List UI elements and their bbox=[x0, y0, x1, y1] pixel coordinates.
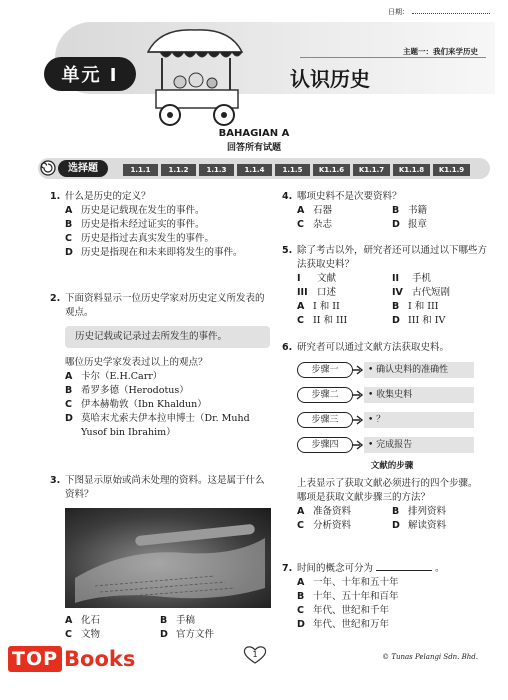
question-type-label: 选择题 bbox=[58, 160, 108, 177]
step-row bbox=[297, 359, 487, 381]
option-text: 历史是指过去真实发生的事件。 bbox=[81, 233, 215, 244]
option-letter: D bbox=[392, 219, 400, 230]
copyright: © Tunas Pelangi Sdn. Bhd. bbox=[382, 653, 478, 661]
item-iii bbox=[297, 286, 392, 300]
item-numeral: I bbox=[297, 273, 301, 284]
option-letter: C bbox=[65, 233, 72, 244]
option-row bbox=[297, 505, 492, 519]
step-label: 步骤一 bbox=[297, 362, 353, 378]
skill-code: 1.1.5 bbox=[275, 164, 310, 176]
option-row bbox=[297, 300, 492, 314]
skill-code: 1.1.4 bbox=[237, 164, 272, 176]
option-letter: B bbox=[65, 219, 73, 230]
question-5 bbox=[282, 244, 492, 328]
date-label: 日期： bbox=[388, 8, 409, 16]
option-letter: C bbox=[297, 605, 304, 616]
option-letter: A bbox=[65, 615, 73, 626]
item-iv bbox=[392, 286, 487, 300]
question-text: 什么是历史的定义？ bbox=[65, 191, 151, 202]
swirl-icon bbox=[40, 160, 56, 176]
step-label: 步骤四 bbox=[297, 437, 353, 453]
question-7 bbox=[282, 562, 492, 632]
option-letter: A bbox=[297, 301, 305, 312]
option-b bbox=[65, 384, 265, 398]
option-d bbox=[392, 218, 487, 232]
item-numeral: IV bbox=[392, 287, 403, 298]
question-text-after: 。 bbox=[435, 563, 445, 574]
question-text: 研究者可以通过文献方法获取史料。 bbox=[297, 342, 450, 353]
option-a bbox=[65, 204, 260, 218]
option-text: 排列资料 bbox=[408, 506, 447, 517]
option-letter: D bbox=[65, 413, 73, 424]
option-letter: B bbox=[392, 205, 400, 216]
question-2 bbox=[50, 292, 265, 440]
step-row bbox=[297, 434, 487, 456]
scroll-image bbox=[65, 508, 271, 608]
option-row bbox=[65, 614, 270, 628]
option-letter: B bbox=[160, 615, 168, 626]
item-i bbox=[297, 272, 392, 286]
option-letter: B bbox=[65, 385, 73, 396]
step-description: • ？ bbox=[364, 412, 474, 428]
option-c bbox=[65, 398, 265, 412]
skill-code: K1.1.9 bbox=[433, 164, 470, 176]
item-text: 手机 bbox=[412, 273, 432, 284]
question-4 bbox=[282, 190, 492, 232]
question-number: 5. bbox=[282, 245, 293, 256]
skill-code: 1.1.2 bbox=[161, 164, 196, 176]
option-text: 卡尔（E.H.Carr） bbox=[81, 371, 163, 382]
chapter-title: 认识历史 bbox=[290, 67, 370, 91]
option-b bbox=[297, 590, 492, 604]
option-text: 历史是指未经过证实的事件。 bbox=[81, 219, 205, 230]
question-prompt: 哪位历史学家发表过以上的观点？ bbox=[65, 357, 208, 368]
item-text: 古代短剧 bbox=[412, 287, 451, 298]
option-letter: A bbox=[297, 506, 305, 517]
option-letter: A bbox=[65, 371, 73, 382]
option-row bbox=[297, 218, 492, 232]
option-text: 分析资料 bbox=[313, 520, 352, 531]
step-row bbox=[297, 409, 487, 431]
question-3 bbox=[50, 474, 270, 642]
date-field bbox=[388, 7, 490, 17]
option-text: 历史是记载现在发生的事件。 bbox=[81, 205, 205, 216]
option-text: 书籍 bbox=[408, 205, 428, 216]
arrow-right-icon bbox=[352, 415, 364, 425]
skill-code: K1.1.8 bbox=[393, 164, 430, 176]
question-text: 下图显示原始或尚未处理的资料。这是属于什么资料？ bbox=[65, 475, 265, 500]
arrow-right-icon bbox=[352, 440, 364, 450]
step-description: • 收集史料 bbox=[364, 387, 474, 403]
option-c bbox=[65, 232, 260, 246]
question-number: 2. bbox=[50, 293, 61, 304]
option-d bbox=[65, 246, 260, 260]
option-letter: B bbox=[392, 506, 400, 517]
option-text: 年代、世纪和万年 bbox=[313, 619, 390, 630]
step-description: • 确认史料的准确性 bbox=[364, 362, 474, 378]
option-letter: C bbox=[65, 629, 72, 640]
skill-code: 1.1.1 bbox=[123, 164, 158, 176]
topbooks-logo bbox=[8, 643, 135, 675]
option-letter: A bbox=[297, 205, 305, 216]
option-text: 杂志 bbox=[313, 219, 333, 230]
question-text: 除了考古以外，研究者还可以通过以下哪些方法获取史料？ bbox=[297, 245, 488, 270]
item-text: 文献 bbox=[317, 273, 337, 284]
option-d bbox=[297, 618, 492, 632]
option-c bbox=[297, 218, 392, 232]
question-6 bbox=[282, 341, 492, 533]
option-letter: D bbox=[65, 247, 73, 258]
option-text: 历史是指现在和未来即将发生的事件。 bbox=[81, 247, 243, 258]
theme-underline bbox=[300, 57, 486, 58]
option-b bbox=[392, 505, 487, 519]
option-d bbox=[65, 412, 265, 440]
option-c bbox=[297, 519, 392, 533]
section-heading bbox=[0, 128, 508, 153]
question-text: 上表显示了获取文献必须进行的四个步骤。 bbox=[297, 478, 478, 489]
option-c bbox=[297, 604, 492, 618]
option-text: 伊本赫勒敦（Ibn Khaldun） bbox=[81, 399, 207, 410]
option-text: 莫哈末尤索夫伊本拉申博士（Dr. Muhd Yusof bin Ibrahim） bbox=[81, 413, 250, 438]
question-text: 下面资料显示一位历史学家对历史定义所发表的观点。 bbox=[65, 293, 265, 318]
question-text: 哪项史料不是次要资料？ bbox=[297, 191, 402, 202]
option-text: 文物 bbox=[81, 629, 101, 640]
option-text: 石器 bbox=[313, 205, 333, 216]
date-line bbox=[412, 13, 490, 14]
theme-title: 主题一：我们来学历史 bbox=[403, 47, 478, 56]
option-text: 化石 bbox=[81, 615, 101, 626]
question-number: 6. bbox=[282, 342, 293, 353]
answer-blank bbox=[376, 570, 432, 571]
item-row bbox=[297, 286, 492, 300]
option-text: 解读资料 bbox=[408, 520, 447, 531]
option-letter: D bbox=[160, 629, 168, 640]
step-label: 步骤二 bbox=[297, 387, 353, 403]
option-b bbox=[65, 218, 260, 232]
option-text: 官方文件 bbox=[176, 629, 215, 640]
option-c bbox=[65, 628, 160, 642]
item-numeral: III bbox=[297, 287, 308, 298]
question-1 bbox=[50, 190, 260, 260]
option-text: III 和 IV bbox=[408, 315, 446, 326]
manuscript-photo bbox=[65, 508, 271, 608]
option-row bbox=[65, 628, 270, 642]
option-text: II 和 III bbox=[313, 315, 348, 326]
option-letter: D bbox=[392, 520, 400, 531]
option-row bbox=[297, 204, 492, 218]
option-text: 报章 bbox=[408, 219, 428, 230]
food-cart-illustration bbox=[140, 22, 250, 130]
option-text: 年代、世纪和千年 bbox=[313, 605, 390, 616]
question-number: 4. bbox=[282, 191, 293, 202]
question-number: 1. bbox=[50, 191, 61, 202]
question-text bbox=[297, 562, 492, 576]
option-a bbox=[297, 300, 392, 314]
option-text: 准备资料 bbox=[313, 506, 352, 517]
option-text: 一年、十年和五十年 bbox=[313, 577, 399, 588]
skill-code: K1.1.7 bbox=[353, 164, 390, 176]
option-d bbox=[160, 628, 255, 642]
section-subtitle: 回答所有试题 bbox=[226, 143, 281, 153]
option-letter: B bbox=[392, 301, 400, 312]
option-letter: D bbox=[392, 315, 400, 326]
arrow-right-icon bbox=[352, 365, 364, 375]
skill-codes bbox=[123, 164, 470, 176]
option-row bbox=[297, 519, 492, 533]
option-a bbox=[297, 505, 392, 519]
page-number: 1 bbox=[252, 650, 258, 659]
option-letter: D bbox=[297, 619, 305, 630]
item-numeral: II bbox=[392, 273, 400, 284]
option-b bbox=[392, 204, 487, 218]
option-letter: A bbox=[297, 577, 305, 588]
skill-code: K1.1.6 bbox=[313, 164, 350, 176]
option-text: 十年、五十年和百年 bbox=[313, 591, 399, 602]
step-label: 步骤三 bbox=[297, 412, 353, 428]
option-letter: C bbox=[297, 315, 304, 326]
option-b bbox=[392, 300, 487, 314]
unit-badge: 单元 I bbox=[44, 57, 136, 91]
option-row bbox=[297, 314, 492, 328]
option-text: I 和 II bbox=[313, 301, 340, 312]
option-letter: C bbox=[297, 219, 304, 230]
option-text: 手稿 bbox=[176, 615, 196, 626]
arrow-right-icon bbox=[352, 390, 364, 400]
steps-caption: 文献的步骤 bbox=[370, 461, 414, 471]
section-title: BAHAGIAN A bbox=[218, 128, 290, 139]
item-row bbox=[297, 272, 492, 286]
option-a bbox=[297, 204, 392, 218]
option-letter: A bbox=[65, 205, 73, 216]
question-text-before: 时间的概念可分为 bbox=[297, 563, 374, 574]
option-text: I 和 III bbox=[408, 301, 439, 312]
option-text: 希罗多德（Herodotus） bbox=[81, 385, 189, 396]
option-d bbox=[392, 314, 487, 328]
logo-top: TOP bbox=[8, 646, 62, 672]
option-a bbox=[65, 614, 160, 628]
question-prompt: 哪项是获取文献步骤三的方法？ bbox=[297, 492, 431, 503]
skill-code: 1.1.3 bbox=[199, 164, 234, 176]
option-a bbox=[297, 576, 492, 590]
option-d bbox=[392, 519, 487, 533]
item-text: 口述 bbox=[317, 287, 337, 298]
step-row bbox=[297, 384, 487, 406]
option-letter: C bbox=[65, 399, 72, 410]
option-c bbox=[297, 314, 392, 328]
option-letter: B bbox=[297, 591, 305, 602]
question-number: 7. bbox=[282, 563, 293, 574]
steps-diagram bbox=[297, 359, 487, 473]
quote-box: 历史记载或记录过去所发生的事件。 bbox=[65, 326, 270, 348]
step-description: • 完成报告 bbox=[364, 437, 474, 453]
option-a bbox=[65, 370, 265, 384]
option-b bbox=[160, 614, 255, 628]
option-letter: C bbox=[297, 520, 304, 531]
item-ii bbox=[392, 272, 487, 286]
question-number: 3. bbox=[50, 475, 61, 486]
logo-books: Books bbox=[64, 647, 136, 671]
